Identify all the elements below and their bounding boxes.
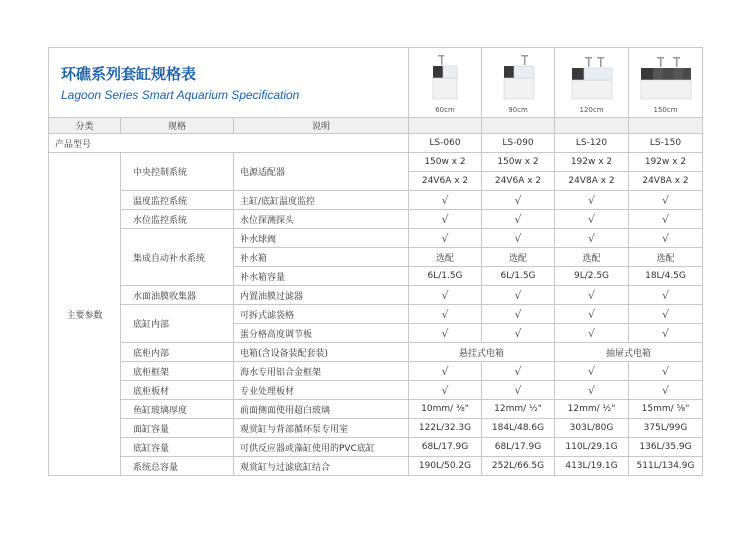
check-mark: √ <box>629 324 703 343</box>
desc-fill-tank: 补水箱 <box>234 248 409 267</box>
tank-image-150 <box>629 48 703 118</box>
check-mark: √ <box>482 381 555 400</box>
title-block <box>49 48 409 118</box>
adapter-90: 24V6A x 2 <box>482 172 555 191</box>
check-mark: √ <box>629 381 703 400</box>
check-mark: √ <box>555 229 629 248</box>
aquarium-120-image <box>566 52 618 100</box>
size-label-60: 60cm <box>435 106 455 114</box>
header-spec: 规格 <box>121 118 234 134</box>
total-vol-150: 511L/134.9G <box>629 457 703 476</box>
aquarium-60-image <box>425 52 465 100</box>
sump-vol-60: 68L/17.9G <box>409 438 482 457</box>
desc-display-vol: 观赏缸与背部循环泵专用室 <box>234 419 409 438</box>
total-vol-60: 190L/50.2G <box>409 457 482 476</box>
total-vol-120: 413L/19.1G <box>555 457 629 476</box>
model-60: LS-060 <box>409 134 482 153</box>
display-vol-90: 184L/48.6G <box>482 419 555 438</box>
adapter-60: 24V6A x 2 <box>409 172 482 191</box>
check-mark: √ <box>409 286 482 305</box>
display-vol-120: 303L/80G <box>555 419 629 438</box>
header-desc: 说明 <box>234 118 409 134</box>
header-60 <box>409 118 482 134</box>
check-mark: √ <box>482 229 555 248</box>
desc-water-level: 水位探测探头 <box>234 210 409 229</box>
size-label-150: 150cm <box>653 106 678 114</box>
spec-cabinet-board: 底柜板材 <box>121 381 234 400</box>
power-60: 150w x 2 <box>409 153 482 172</box>
check-mark: √ <box>409 210 482 229</box>
check-mark: √ <box>409 324 482 343</box>
display-vol-150: 375L/99G <box>629 419 703 438</box>
fill-tank-120: 选配 <box>555 248 629 267</box>
desc-fill-capacity: 补水箱容量 <box>234 267 409 286</box>
sump-vol-150: 136L/35.9G <box>629 438 703 457</box>
aquarium-90-image <box>496 52 540 100</box>
power-150: 192w x 2 <box>629 153 703 172</box>
check-mark: √ <box>629 210 703 229</box>
model-150: LS-150 <box>629 134 703 153</box>
glass-60: 10mm/ ⅜" <box>409 400 482 419</box>
fill-capacity-150: 18L/4.5G <box>629 267 703 286</box>
sump-vol-90: 68L/17.9G <box>482 438 555 457</box>
desc-cabinet-board: 专业处理板材 <box>234 381 409 400</box>
spec-total-vol: 系统总容量 <box>121 457 234 476</box>
header-120 <box>555 118 629 134</box>
tank-image-90 <box>482 48 555 118</box>
size-label-90: 90cm <box>508 106 528 114</box>
spec-auto-fill: 集成自动补水系统 <box>121 229 234 286</box>
sump-vol-120: 110L/29.1G <box>555 438 629 457</box>
title-english: Lagoon Series Smart Aquarium Specification <box>61 88 300 102</box>
desc-skimmer: 内置油膜过滤器 <box>234 286 409 305</box>
size-label-120: 120cm <box>579 106 604 114</box>
check-mark: √ <box>482 324 555 343</box>
check-mark: √ <box>629 191 703 210</box>
desc-ball-valve: 补水球阀 <box>234 229 409 248</box>
fill-capacity-90: 6L/1.5G <box>482 267 555 286</box>
desc-glass: 前面侧面使用超白玻璃 <box>234 400 409 419</box>
desc-filter-bag: 可拆式滤袋格 <box>234 305 409 324</box>
spec-water-level: 水位监控系统 <box>121 210 234 229</box>
check-mark: √ <box>409 305 482 324</box>
check-mark: √ <box>629 229 703 248</box>
model-label: 产品型号 <box>49 134 409 153</box>
main-params-label: 主要参数 <box>49 153 121 476</box>
power-120: 192w x 2 <box>555 153 629 172</box>
adapter-150: 24V8A x 2 <box>629 172 703 191</box>
desc-sump-vol: 可供反应器或藻缸使用的PVC底缸 <box>234 438 409 457</box>
spec-sheet <box>48 47 702 515</box>
fill-tank-60: 选配 <box>409 248 482 267</box>
check-mark: √ <box>482 286 555 305</box>
model-120: LS-120 <box>555 134 629 153</box>
glass-90: 12mm/ ½" <box>482 400 555 419</box>
check-mark: √ <box>555 286 629 305</box>
fill-capacity-120: 9L/2.5G <box>555 267 629 286</box>
total-vol-90: 252L/66.5G <box>482 457 555 476</box>
check-mark: √ <box>629 286 703 305</box>
spec-sump-vol: 底缸容量 <box>121 438 234 457</box>
spec-cabinet-inside: 底柜内部 <box>121 343 234 362</box>
header-category: 分类 <box>49 118 121 134</box>
spec-sump: 底缸内部 <box>121 305 234 343</box>
check-mark: √ <box>409 229 482 248</box>
display-vol-60: 122L/32.3G <box>409 419 482 438</box>
aquarium-150-image <box>636 52 696 100</box>
spec-table <box>48 47 703 476</box>
check-mark: √ <box>482 305 555 324</box>
desc-total-vol: 观赏缸与过滤底缸结合 <box>234 457 409 476</box>
check-mark: √ <box>482 362 555 381</box>
adapter-120: 24V8A x 2 <box>555 172 629 191</box>
spec-skimmer: 水面油膜收集器 <box>121 286 234 305</box>
desc-cabinet-inside: 电箱(含设备装配套装) <box>234 343 409 362</box>
check-mark: √ <box>409 362 482 381</box>
tank-image-120 <box>555 48 629 118</box>
check-mark: √ <box>629 362 703 381</box>
header-150 <box>629 118 703 134</box>
header-90 <box>482 118 555 134</box>
desc-partition: 蛋分格高度调节板 <box>234 324 409 343</box>
check-mark: √ <box>555 210 629 229</box>
check-mark: √ <box>409 191 482 210</box>
spec-central: 中央控制系统 <box>121 153 234 191</box>
check-mark: √ <box>629 305 703 324</box>
cabinet-inside-drawer: 抽屉式电箱 <box>555 343 703 362</box>
check-mark: √ <box>409 381 482 400</box>
check-mark: √ <box>555 305 629 324</box>
spec-display-vol: 面缸容量 <box>121 419 234 438</box>
spec-cabinet-frame: 底柜框架 <box>121 362 234 381</box>
check-mark: √ <box>555 362 629 381</box>
check-mark: √ <box>555 324 629 343</box>
model-90: LS-090 <box>482 134 555 153</box>
cabinet-inside-hanging: 悬挂式电箱 <box>409 343 555 362</box>
desc-central: 电源适配器 <box>234 153 409 191</box>
spec-temp: 温度监控系统 <box>121 191 234 210</box>
desc-temp: 主缸/底缸温度监控 <box>234 191 409 210</box>
fill-capacity-60: 6L/1.5G <box>409 267 482 286</box>
desc-cabinet-frame: 海水专用铝合金框架 <box>234 362 409 381</box>
glass-120: 12mm/ ½" <box>555 400 629 419</box>
check-mark: √ <box>482 210 555 229</box>
fill-tank-150: 选配 <box>629 248 703 267</box>
check-mark: √ <box>555 381 629 400</box>
tank-image-60 <box>409 48 482 118</box>
title-chinese: 环礁系列套缸规格表 <box>61 65 197 83</box>
check-mark: √ <box>482 191 555 210</box>
fill-tank-90: 选配 <box>482 248 555 267</box>
check-mark: √ <box>555 191 629 210</box>
glass-150: 15mm/ ⅝" <box>629 400 703 419</box>
spec-glass: 鱼缸玻璃厚度 <box>121 400 234 419</box>
power-90: 150w x 2 <box>482 153 555 172</box>
